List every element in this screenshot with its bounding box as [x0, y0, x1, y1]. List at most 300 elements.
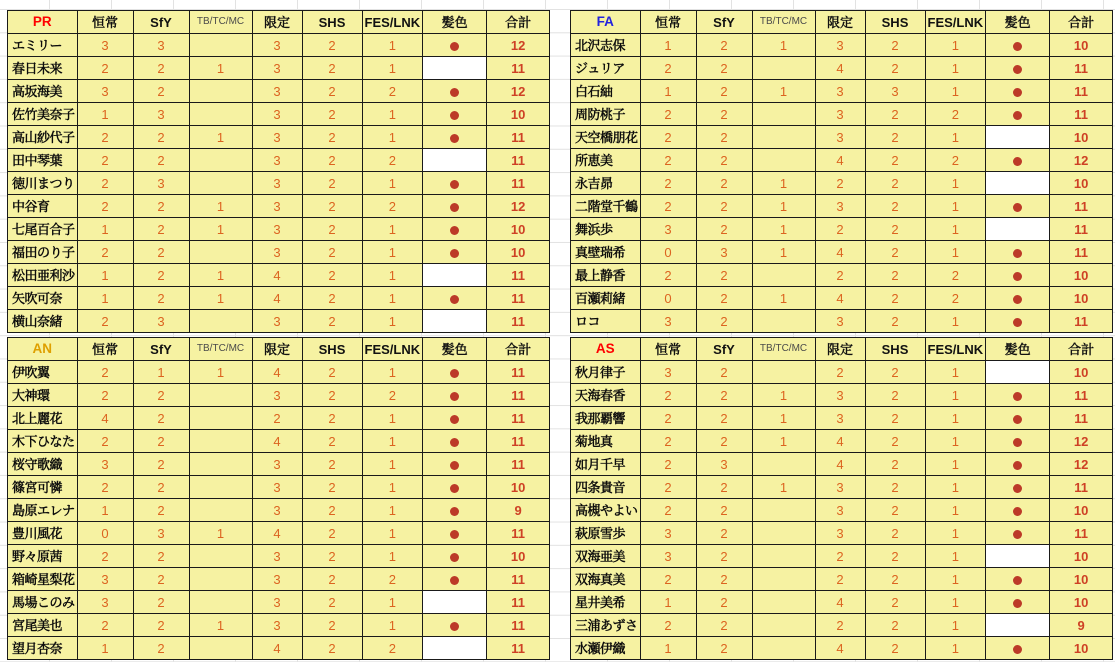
- count-cell[interactable]: 2: [815, 545, 865, 568]
- count-cell[interactable]: 2: [696, 126, 752, 149]
- column-header-0[interactable]: 恒常: [77, 11, 133, 34]
- count-cell[interactable]: 3: [252, 172, 302, 195]
- count-cell[interactable]: 4: [815, 591, 865, 614]
- count-cell[interactable]: 3: [133, 310, 189, 333]
- count-cell[interactable]: [189, 568, 252, 591]
- idol-name-cell[interactable]: 秋月律子: [571, 361, 641, 384]
- count-cell[interactable]: 2: [133, 568, 189, 591]
- group-label-AN[interactable]: AN: [8, 338, 78, 361]
- idol-name-cell[interactable]: 宮尾美也: [8, 614, 78, 637]
- idol-name-cell[interactable]: 春日未来: [8, 57, 78, 80]
- count-cell[interactable]: 1: [752, 172, 815, 195]
- count-cell[interactable]: 3: [252, 568, 302, 591]
- hair-color-cell[interactable]: [423, 241, 487, 264]
- count-cell[interactable]: [189, 241, 252, 264]
- count-cell[interactable]: 3: [815, 522, 865, 545]
- hair-color-cell[interactable]: [423, 172, 487, 195]
- column-header-7[interactable]: 合計: [487, 11, 550, 34]
- count-cell[interactable]: 1: [752, 384, 815, 407]
- idol-name-cell[interactable]: 松田亜利沙: [8, 264, 78, 287]
- total-cell[interactable]: 11: [487, 287, 550, 310]
- hair-color-cell[interactable]: [423, 614, 487, 637]
- count-cell[interactable]: 3: [252, 103, 302, 126]
- total-cell[interactable]: 11: [487, 264, 550, 287]
- hair-color-cell[interactable]: [986, 499, 1050, 522]
- count-cell[interactable]: 4: [252, 637, 302, 660]
- count-cell[interactable]: 2: [133, 264, 189, 287]
- count-cell[interactable]: [189, 430, 252, 453]
- hair-color-cell[interactable]: [986, 218, 1050, 241]
- total-cell[interactable]: 12: [487, 34, 550, 57]
- total-cell[interactable]: 11: [487, 430, 550, 453]
- count-cell[interactable]: 2: [925, 103, 986, 126]
- count-cell[interactable]: 1: [640, 80, 696, 103]
- group-label-FA[interactable]: FA: [571, 11, 641, 34]
- count-cell[interactable]: 1: [362, 361, 423, 384]
- count-cell[interactable]: 2: [77, 361, 133, 384]
- hair-color-cell[interactable]: [423, 80, 487, 103]
- count-cell[interactable]: 2: [815, 264, 865, 287]
- idol-name-cell[interactable]: 真壁瑞希: [571, 241, 641, 264]
- count-cell[interactable]: 2: [362, 637, 423, 660]
- hair-color-cell[interactable]: [986, 287, 1050, 310]
- count-cell[interactable]: 2: [77, 545, 133, 568]
- count-cell[interactable]: 2: [77, 614, 133, 637]
- count-cell[interactable]: 3: [815, 126, 865, 149]
- idol-name-cell[interactable]: 豊川風花: [8, 522, 78, 545]
- count-cell[interactable]: 2: [362, 384, 423, 407]
- count-cell[interactable]: 2: [133, 453, 189, 476]
- count-cell[interactable]: 1: [925, 522, 986, 545]
- count-cell[interactable]: 4: [815, 453, 865, 476]
- count-cell[interactable]: 2: [133, 614, 189, 637]
- count-cell[interactable]: 2: [865, 384, 925, 407]
- idol-name-cell[interactable]: 矢吹可奈: [8, 287, 78, 310]
- count-cell[interactable]: 3: [640, 361, 696, 384]
- hair-color-cell[interactable]: [986, 361, 1050, 384]
- count-cell[interactable]: 0: [640, 241, 696, 264]
- count-cell[interactable]: 1: [925, 476, 986, 499]
- count-cell[interactable]: 3: [252, 57, 302, 80]
- count-cell[interactable]: 3: [77, 591, 133, 614]
- count-cell[interactable]: 1: [925, 499, 986, 522]
- count-cell[interactable]: 2: [77, 430, 133, 453]
- count-cell[interactable]: 3: [815, 310, 865, 333]
- count-cell[interactable]: 2: [133, 218, 189, 241]
- count-cell[interactable]: 2: [133, 430, 189, 453]
- count-cell[interactable]: 3: [252, 149, 302, 172]
- count-cell[interactable]: 2: [696, 361, 752, 384]
- count-cell[interactable]: 2: [925, 149, 986, 172]
- count-cell[interactable]: 4: [815, 287, 865, 310]
- count-cell[interactable]: 2: [640, 126, 696, 149]
- count-cell[interactable]: 2: [696, 195, 752, 218]
- idol-name-cell[interactable]: 百瀬莉緒: [571, 287, 641, 310]
- count-cell[interactable]: 2: [133, 476, 189, 499]
- total-cell[interactable]: 11: [487, 568, 550, 591]
- count-cell[interactable]: [752, 637, 815, 660]
- hair-color-cell[interactable]: [423, 591, 487, 614]
- count-cell[interactable]: 2: [865, 126, 925, 149]
- count-cell[interactable]: 2: [302, 522, 362, 545]
- total-cell[interactable]: 11: [1050, 241, 1113, 264]
- count-cell[interactable]: 2: [302, 499, 362, 522]
- count-cell[interactable]: 2: [302, 361, 362, 384]
- count-cell[interactable]: 2: [133, 287, 189, 310]
- count-cell[interactable]: 1: [752, 195, 815, 218]
- hair-color-cell[interactable]: [423, 149, 487, 172]
- hair-color-cell[interactable]: [423, 522, 487, 545]
- count-cell[interactable]: 2: [865, 591, 925, 614]
- idol-name-cell[interactable]: 島原エレナ: [8, 499, 78, 522]
- total-cell[interactable]: 11: [487, 57, 550, 80]
- hair-color-cell[interactable]: [423, 126, 487, 149]
- idol-name-cell[interactable]: 七尾百合子: [8, 218, 78, 241]
- count-cell[interactable]: 2: [815, 361, 865, 384]
- count-cell[interactable]: 4: [815, 57, 865, 80]
- hair-color-cell[interactable]: [423, 637, 487, 660]
- count-cell[interactable]: 1: [925, 218, 986, 241]
- idol-name-cell[interactable]: 舞浜歩: [571, 218, 641, 241]
- count-cell[interactable]: 2: [640, 614, 696, 637]
- count-cell[interactable]: 2: [133, 499, 189, 522]
- count-cell[interactable]: [752, 591, 815, 614]
- count-cell[interactable]: 3: [252, 34, 302, 57]
- count-cell[interactable]: 2: [865, 310, 925, 333]
- count-cell[interactable]: 1: [362, 476, 423, 499]
- total-cell[interactable]: 10: [1050, 287, 1113, 310]
- idol-name-cell[interactable]: 中谷育: [8, 195, 78, 218]
- hair-color-cell[interactable]: [986, 57, 1050, 80]
- count-cell[interactable]: 1: [189, 264, 252, 287]
- hair-color-cell[interactable]: [423, 57, 487, 80]
- count-cell[interactable]: [752, 361, 815, 384]
- count-cell[interactable]: 3: [252, 80, 302, 103]
- count-cell[interactable]: 2: [865, 568, 925, 591]
- count-cell[interactable]: [189, 637, 252, 660]
- count-cell[interactable]: 2: [815, 614, 865, 637]
- count-cell[interactable]: [752, 522, 815, 545]
- count-cell[interactable]: 2: [77, 195, 133, 218]
- column-header-6[interactable]: 髪色: [423, 11, 487, 34]
- count-cell[interactable]: [189, 172, 252, 195]
- count-cell[interactable]: 3: [77, 80, 133, 103]
- count-cell[interactable]: 3: [865, 80, 925, 103]
- idol-name-cell[interactable]: 高山紗代子: [8, 126, 78, 149]
- count-cell[interactable]: 1: [752, 430, 815, 453]
- idol-name-cell[interactable]: 徳川まつり: [8, 172, 78, 195]
- count-cell[interactable]: 2: [133, 241, 189, 264]
- count-cell[interactable]: 3: [77, 34, 133, 57]
- count-cell[interactable]: 1: [77, 287, 133, 310]
- idol-name-cell[interactable]: 伊吹翼: [8, 361, 78, 384]
- count-cell[interactable]: 2: [302, 172, 362, 195]
- count-cell[interactable]: 2: [865, 195, 925, 218]
- total-cell[interactable]: 11: [487, 637, 550, 660]
- total-cell[interactable]: 10: [1050, 499, 1113, 522]
- count-cell[interactable]: 3: [815, 103, 865, 126]
- idol-name-cell[interactable]: 福田のり子: [8, 241, 78, 264]
- total-cell[interactable]: 10: [1050, 264, 1113, 287]
- idol-name-cell[interactable]: エミリー: [8, 34, 78, 57]
- idol-name-cell[interactable]: 双海真美: [571, 568, 641, 591]
- count-cell[interactable]: 2: [696, 568, 752, 591]
- count-cell[interactable]: 2: [302, 453, 362, 476]
- total-cell[interactable]: 11: [487, 310, 550, 333]
- hair-color-cell[interactable]: [423, 287, 487, 310]
- count-cell[interactable]: 2: [865, 57, 925, 80]
- count-cell[interactable]: 3: [252, 126, 302, 149]
- count-cell[interactable]: 1: [77, 499, 133, 522]
- count-cell[interactable]: 2: [302, 384, 362, 407]
- count-cell[interactable]: 3: [252, 195, 302, 218]
- column-header-5[interactable]: FES/LNK: [925, 11, 986, 34]
- hair-color-cell[interactable]: [986, 149, 1050, 172]
- count-cell[interactable]: 2: [696, 34, 752, 57]
- count-cell[interactable]: 2: [362, 80, 423, 103]
- column-header-1[interactable]: SfY: [133, 11, 189, 34]
- total-cell[interactable]: 11: [1050, 476, 1113, 499]
- count-cell[interactable]: 2: [133, 57, 189, 80]
- count-cell[interactable]: 2: [133, 407, 189, 430]
- column-header-6[interactable]: 髪色: [423, 338, 487, 361]
- count-cell[interactable]: 2: [865, 407, 925, 430]
- count-cell[interactable]: [189, 545, 252, 568]
- count-cell[interactable]: 4: [815, 637, 865, 660]
- count-cell[interactable]: 1: [77, 218, 133, 241]
- count-cell[interactable]: 2: [696, 172, 752, 195]
- idol-name-cell[interactable]: 大神環: [8, 384, 78, 407]
- count-cell[interactable]: 2: [696, 430, 752, 453]
- hair-color-cell[interactable]: [986, 310, 1050, 333]
- hair-color-cell[interactable]: [986, 637, 1050, 660]
- count-cell[interactable]: [189, 384, 252, 407]
- count-cell[interactable]: 2: [302, 287, 362, 310]
- idol-name-cell[interactable]: 水瀬伊織: [571, 637, 641, 660]
- total-cell[interactable]: 11: [1050, 407, 1113, 430]
- count-cell[interactable]: 1: [925, 637, 986, 660]
- column-header-4[interactable]: SHS: [865, 338, 925, 361]
- count-cell[interactable]: 2: [302, 57, 362, 80]
- idol-name-cell[interactable]: 野々原茜: [8, 545, 78, 568]
- idol-name-cell[interactable]: 四条貴音: [571, 476, 641, 499]
- count-cell[interactable]: 2: [696, 264, 752, 287]
- count-cell[interactable]: 2: [640, 568, 696, 591]
- idol-name-cell[interactable]: ロコ: [571, 310, 641, 333]
- count-cell[interactable]: 1: [362, 264, 423, 287]
- count-cell[interactable]: 2: [302, 218, 362, 241]
- count-cell[interactable]: 1: [189, 361, 252, 384]
- column-header-4[interactable]: SHS: [302, 338, 362, 361]
- hair-color-cell[interactable]: [423, 264, 487, 287]
- total-cell[interactable]: 11: [487, 614, 550, 637]
- count-cell[interactable]: 2: [133, 545, 189, 568]
- hair-color-cell[interactable]: [986, 545, 1050, 568]
- idol-name-cell[interactable]: 桜守歌織: [8, 453, 78, 476]
- column-header-4[interactable]: SHS: [865, 11, 925, 34]
- count-cell[interactable]: 2: [865, 430, 925, 453]
- total-cell[interactable]: 11: [1050, 522, 1113, 545]
- hair-color-cell[interactable]: [986, 568, 1050, 591]
- count-cell[interactable]: 3: [252, 591, 302, 614]
- count-cell[interactable]: 3: [252, 499, 302, 522]
- idol-name-cell[interactable]: 永吉昴: [571, 172, 641, 195]
- idol-name-cell[interactable]: 高坂海美: [8, 80, 78, 103]
- count-cell[interactable]: 1: [189, 287, 252, 310]
- count-cell[interactable]: 2: [362, 568, 423, 591]
- column-header-4[interactable]: SHS: [302, 11, 362, 34]
- count-cell[interactable]: 4: [815, 241, 865, 264]
- count-cell[interactable]: 1: [925, 34, 986, 57]
- count-cell[interactable]: 4: [252, 264, 302, 287]
- column-header-3[interactable]: 限定: [815, 338, 865, 361]
- count-cell[interactable]: 3: [252, 384, 302, 407]
- hair-color-cell[interactable]: [986, 34, 1050, 57]
- count-cell[interactable]: 2: [77, 149, 133, 172]
- column-header-5[interactable]: FES/LNK: [362, 11, 423, 34]
- hair-color-cell[interactable]: [423, 361, 487, 384]
- count-cell[interactable]: 1: [189, 522, 252, 545]
- count-cell[interactable]: 1: [752, 241, 815, 264]
- total-cell[interactable]: 11: [1050, 310, 1113, 333]
- count-cell[interactable]: 1: [362, 545, 423, 568]
- count-cell[interactable]: [752, 568, 815, 591]
- count-cell[interactable]: 2: [302, 103, 362, 126]
- hair-color-cell[interactable]: [986, 384, 1050, 407]
- idol-name-cell[interactable]: 北上麗花: [8, 407, 78, 430]
- hair-color-cell[interactable]: [423, 476, 487, 499]
- count-cell[interactable]: 3: [815, 195, 865, 218]
- count-cell[interactable]: 1: [752, 287, 815, 310]
- count-cell[interactable]: [752, 614, 815, 637]
- total-cell[interactable]: 11: [487, 384, 550, 407]
- count-cell[interactable]: 2: [133, 195, 189, 218]
- total-cell[interactable]: 11: [1050, 80, 1113, 103]
- column-header-0[interactable]: 恒常: [77, 338, 133, 361]
- hair-color-cell[interactable]: [986, 241, 1050, 264]
- count-cell[interactable]: 3: [640, 545, 696, 568]
- hair-color-cell[interactable]: [986, 430, 1050, 453]
- count-cell[interactable]: 1: [925, 241, 986, 264]
- count-cell[interactable]: 2: [865, 361, 925, 384]
- count-cell[interactable]: 2: [865, 287, 925, 310]
- count-cell[interactable]: 2: [640, 195, 696, 218]
- hair-color-cell[interactable]: [423, 218, 487, 241]
- count-cell[interactable]: 1: [925, 384, 986, 407]
- count-cell[interactable]: 2: [77, 241, 133, 264]
- total-cell[interactable]: 11: [1050, 218, 1113, 241]
- total-cell[interactable]: 11: [1050, 384, 1113, 407]
- total-cell[interactable]: 12: [487, 80, 550, 103]
- total-cell[interactable]: 11: [1050, 57, 1113, 80]
- hair-color-cell[interactable]: [423, 384, 487, 407]
- count-cell[interactable]: [752, 545, 815, 568]
- count-cell[interactable]: 2: [865, 545, 925, 568]
- group-label-AS[interactable]: AS: [571, 338, 641, 361]
- count-cell[interactable]: 2: [815, 172, 865, 195]
- count-cell[interactable]: [189, 310, 252, 333]
- count-cell[interactable]: 1: [362, 591, 423, 614]
- idol-name-cell[interactable]: ジュリア: [571, 57, 641, 80]
- count-cell[interactable]: [189, 149, 252, 172]
- count-cell[interactable]: 1: [362, 172, 423, 195]
- hair-color-cell[interactable]: [423, 407, 487, 430]
- count-cell[interactable]: 3: [133, 522, 189, 545]
- total-cell[interactable]: 11: [487, 361, 550, 384]
- count-cell[interactable]: 3: [252, 218, 302, 241]
- count-cell[interactable]: [189, 499, 252, 522]
- count-cell[interactable]: 2: [302, 264, 362, 287]
- count-cell[interactable]: [752, 499, 815, 522]
- hair-color-cell[interactable]: [423, 568, 487, 591]
- count-cell[interactable]: 1: [189, 57, 252, 80]
- count-cell[interactable]: 2: [640, 384, 696, 407]
- count-cell[interactable]: 0: [640, 287, 696, 310]
- total-cell[interactable]: 10: [487, 476, 550, 499]
- hair-color-cell[interactable]: [423, 310, 487, 333]
- idol-name-cell[interactable]: 北沢志保: [571, 34, 641, 57]
- total-cell[interactable]: 12: [487, 195, 550, 218]
- total-cell[interactable]: 12: [1050, 430, 1113, 453]
- count-cell[interactable]: 1: [925, 126, 986, 149]
- count-cell[interactable]: 2: [696, 407, 752, 430]
- idol-name-cell[interactable]: 天海春香: [571, 384, 641, 407]
- hair-color-cell[interactable]: [986, 172, 1050, 195]
- idol-name-cell[interactable]: 星井美希: [571, 591, 641, 614]
- count-cell[interactable]: 3: [815, 499, 865, 522]
- count-cell[interactable]: 2: [696, 591, 752, 614]
- count-cell[interactable]: 2: [302, 149, 362, 172]
- count-cell[interactable]: 2: [865, 499, 925, 522]
- count-cell[interactable]: 2: [77, 172, 133, 195]
- column-header-2[interactable]: TB/TC/MC: [189, 11, 252, 34]
- column-header-7[interactable]: 合計: [1050, 11, 1113, 34]
- hair-color-cell[interactable]: [986, 614, 1050, 637]
- count-cell[interactable]: 2: [252, 407, 302, 430]
- idol-name-cell[interactable]: 田中琴葉: [8, 149, 78, 172]
- total-cell[interactable]: 10: [487, 218, 550, 241]
- group-label-PR[interactable]: PR: [8, 11, 78, 34]
- count-cell[interactable]: 2: [865, 172, 925, 195]
- idol-name-cell[interactable]: 萩原雪歩: [571, 522, 641, 545]
- idol-name-cell[interactable]: 木下ひなた: [8, 430, 78, 453]
- count-cell[interactable]: 2: [133, 80, 189, 103]
- count-cell[interactable]: 1: [362, 430, 423, 453]
- count-cell[interactable]: 3: [815, 34, 865, 57]
- count-cell[interactable]: [752, 103, 815, 126]
- count-cell[interactable]: 3: [640, 310, 696, 333]
- column-header-7[interactable]: 合計: [487, 338, 550, 361]
- column-header-0[interactable]: 恒常: [640, 11, 696, 34]
- count-cell[interactable]: 3: [640, 522, 696, 545]
- count-cell[interactable]: 2: [815, 218, 865, 241]
- hair-color-cell[interactable]: [986, 103, 1050, 126]
- total-cell[interactable]: 11: [487, 453, 550, 476]
- total-cell[interactable]: 10: [487, 241, 550, 264]
- count-cell[interactable]: 1: [189, 218, 252, 241]
- count-cell[interactable]: 2: [77, 126, 133, 149]
- count-cell[interactable]: 1: [362, 453, 423, 476]
- count-cell[interactable]: 2: [640, 103, 696, 126]
- column-header-2[interactable]: TB/TC/MC: [752, 338, 815, 361]
- count-cell[interactable]: 1: [640, 34, 696, 57]
- hair-color-cell[interactable]: [423, 453, 487, 476]
- count-cell[interactable]: [189, 80, 252, 103]
- count-cell[interactable]: 2: [640, 57, 696, 80]
- hair-color-cell[interactable]: [423, 430, 487, 453]
- count-cell[interactable]: 4: [252, 361, 302, 384]
- hair-color-cell[interactable]: [423, 499, 487, 522]
